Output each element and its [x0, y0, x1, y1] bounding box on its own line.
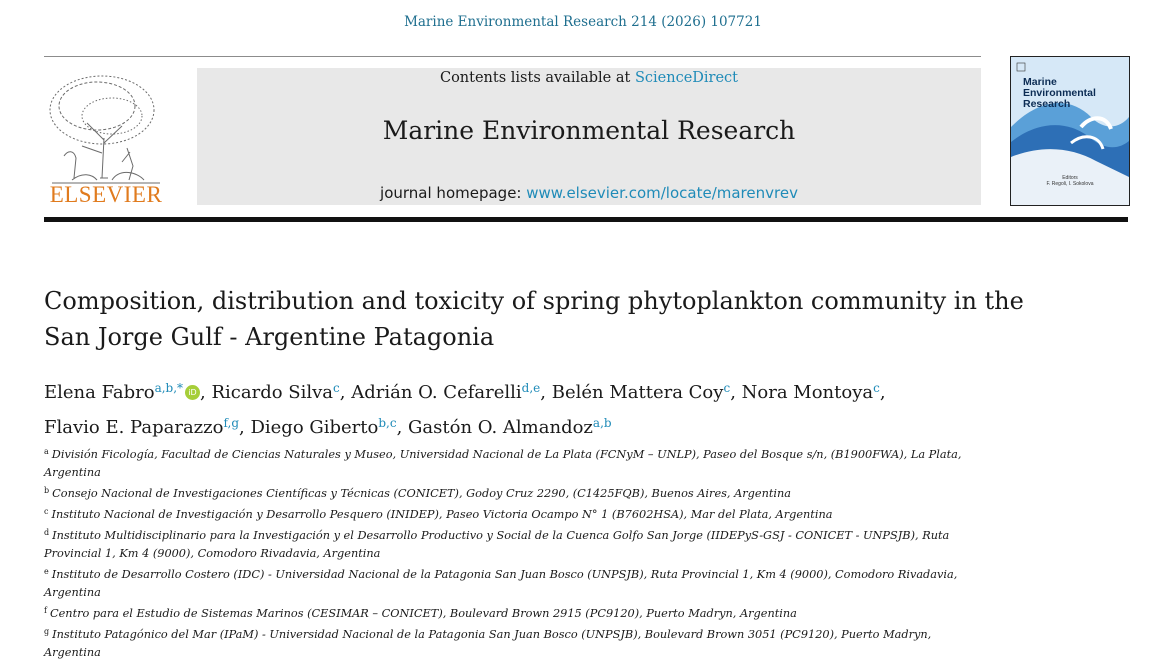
article-title: Composition, distribution and toxicity of spring phytoplankton community in the San Jorge Gulf - Argentine Patagonia: [44, 287, 1024, 351]
author[interactable]: [211, 382, 339, 403]
affiliation-key: f: [44, 606, 47, 615]
corresponding-author-marker[interactable]: *: [177, 381, 184, 395]
affiliation-key: c: [44, 507, 49, 516]
homepage-link[interactable]: www.elsevier.com/locate/marenvrev: [526, 184, 798, 202]
cover-title-line: Marine: [1023, 76, 1057, 88]
journal-citation[interactable]: Marine Environmental Research 214 (2026) 107721: [404, 14, 762, 30]
affiliation-text: Instituto Patagónico del Mar (IPaM) - Universidad Nacional de la Patagonia San Juan Bosco (UNPSJB), Boulevard Brown 3051 (PC9120), Puerto Madryn, Argentina: [44, 628, 932, 659]
author-name[interactable]: Belén Mattera Coy: [551, 382, 724, 403]
cover-editors: [1011, 175, 1129, 187]
affiliation: [44, 524, 984, 563]
affiliation-text: Consejo Nacional de Investigaciones Científicas y Técnicas (CONICET), Godoy Cruz 2290, (C1425FQB), Buenos Aires, Argentina: [52, 487, 792, 500]
author-affiliation-marker[interactable]: c: [333, 381, 340, 395]
affiliation: [44, 623, 984, 662]
author-list: [44, 373, 1104, 443]
author-name[interactable]: Nora Montoya: [741, 382, 874, 403]
header-thick-rule: [44, 217, 1128, 222]
author-name[interactable]: Flavio E. Paparazzo: [44, 417, 224, 438]
sciencedirect-link[interactable]: ScienceDirect: [634, 70, 739, 86]
affiliation-text: División Ficología, Facultad de Ciencias Naturales y Museo, Universidad Nacional de La Plata (FCNyM – UNLP), Paseo del Bosque s/n, (B1900FWA), La Plata, Argentina: [44, 448, 962, 479]
author-separator: ,: [540, 382, 552, 403]
author-separator: ,: [239, 417, 251, 438]
author-name[interactable]: Ricardo Silva: [211, 382, 334, 403]
cover-title-line: Research: [1023, 98, 1071, 110]
author-affiliation-marker[interactable]: d,e: [521, 381, 541, 395]
author-name[interactable]: Adrián O. Cefarelli: [351, 382, 522, 403]
author-affiliation-marker[interactable]: c: [873, 381, 880, 395]
affiliation: [44, 563, 984, 602]
cover-title: [1023, 77, 1096, 110]
affiliation-text: Instituto Multidisciplinario para la Investigación y el Desarrollo Productivo y Social de la Cuenca Golfo San Jorge (IIDEPyS-GSJ - CONICET - UNPSJB), Ruta Provincial 1, Km 4 (9000), Comodoro Rivadavia, Argentina: [44, 529, 950, 560]
affiliation-key: g: [44, 627, 50, 636]
author-separator: ,: [200, 382, 212, 403]
author-name[interactable]: Diego Giberto: [250, 417, 379, 438]
author-separator: ,: [730, 382, 742, 403]
author-separator: ,: [339, 382, 352, 403]
author-affiliation-marker[interactable]: b,c: [378, 416, 397, 430]
author[interactable]: [408, 417, 612, 438]
journal-cover-thumbnail[interactable]: [1010, 56, 1130, 206]
author-affiliation-marker[interactable]: c: [723, 381, 731, 395]
author[interactable]: [552, 382, 730, 403]
header-divider: [44, 56, 981, 57]
homepage-line: [197, 184, 981, 202]
journal-banner: [197, 68, 981, 205]
affiliation-key: a: [44, 447, 49, 456]
homepage-prefix: journal homepage:: [380, 184, 527, 202]
affiliation: [44, 482, 984, 503]
affiliation-text: Instituto de Desarrollo Costero (IDC) - Universidad Nacional de la Patagonia San Juan Bosco (UNPSJB), Ruta Provincial 1, Km 4 (9000), Comodoro Rivadavia, Argentina: [44, 568, 958, 599]
affiliation: [44, 602, 984, 623]
author[interactable]: [44, 382, 200, 403]
author-affiliation-marker[interactable]: a,b: [592, 416, 612, 430]
cover-editors-names: F. Regoli, I. Sokolova: [1046, 181, 1094, 187]
affiliation-text: Centro para el Estudio de Sistemas Marinos (CESIMAR – CONICET), Boulevard Brown 2915 (PC9120), Puerto Madryn, Argentina: [49, 607, 797, 620]
affiliation-key: b: [44, 486, 50, 495]
contents-prefix: Contents lists available at: [439, 70, 635, 86]
author[interactable]: [742, 382, 880, 403]
affiliation-key: e: [44, 567, 49, 576]
elsevier-wordmark[interactable]: ELSEVIER: [49, 182, 163, 207]
author-affiliation-marker[interactable]: a,b,: [154, 381, 178, 395]
orcid-icon[interactable]: iD: [185, 385, 200, 400]
author-separator: ,: [879, 382, 886, 403]
affiliation: [44, 503, 984, 524]
author-name[interactable]: Elena Fabro: [44, 382, 155, 403]
journal-title: Marine Environmental Research: [382, 116, 796, 145]
contents-line: [197, 70, 981, 86]
affiliation-key: d: [44, 528, 50, 537]
affiliation-text: Instituto Nacional de Investigación y Desarrollo Pesquero (INIDEP), Paseo Victoria Ocampo N° 1 (B7602HSA), Mar del Plata, Argentina: [51, 508, 833, 521]
author-affiliation-marker[interactable]: f,g: [223, 416, 239, 430]
author[interactable]: [250, 417, 396, 438]
affiliation: [44, 443, 984, 482]
cover-title-line: Environmental: [1023, 87, 1096, 99]
author-name[interactable]: Gastón O. Almandoz: [408, 417, 593, 438]
cover-editors-label: Editors: [1062, 175, 1078, 181]
author[interactable]: [44, 417, 239, 438]
affiliation-list: [44, 443, 984, 662]
author-separator: ,: [396, 417, 409, 438]
author[interactable]: [351, 382, 540, 403]
